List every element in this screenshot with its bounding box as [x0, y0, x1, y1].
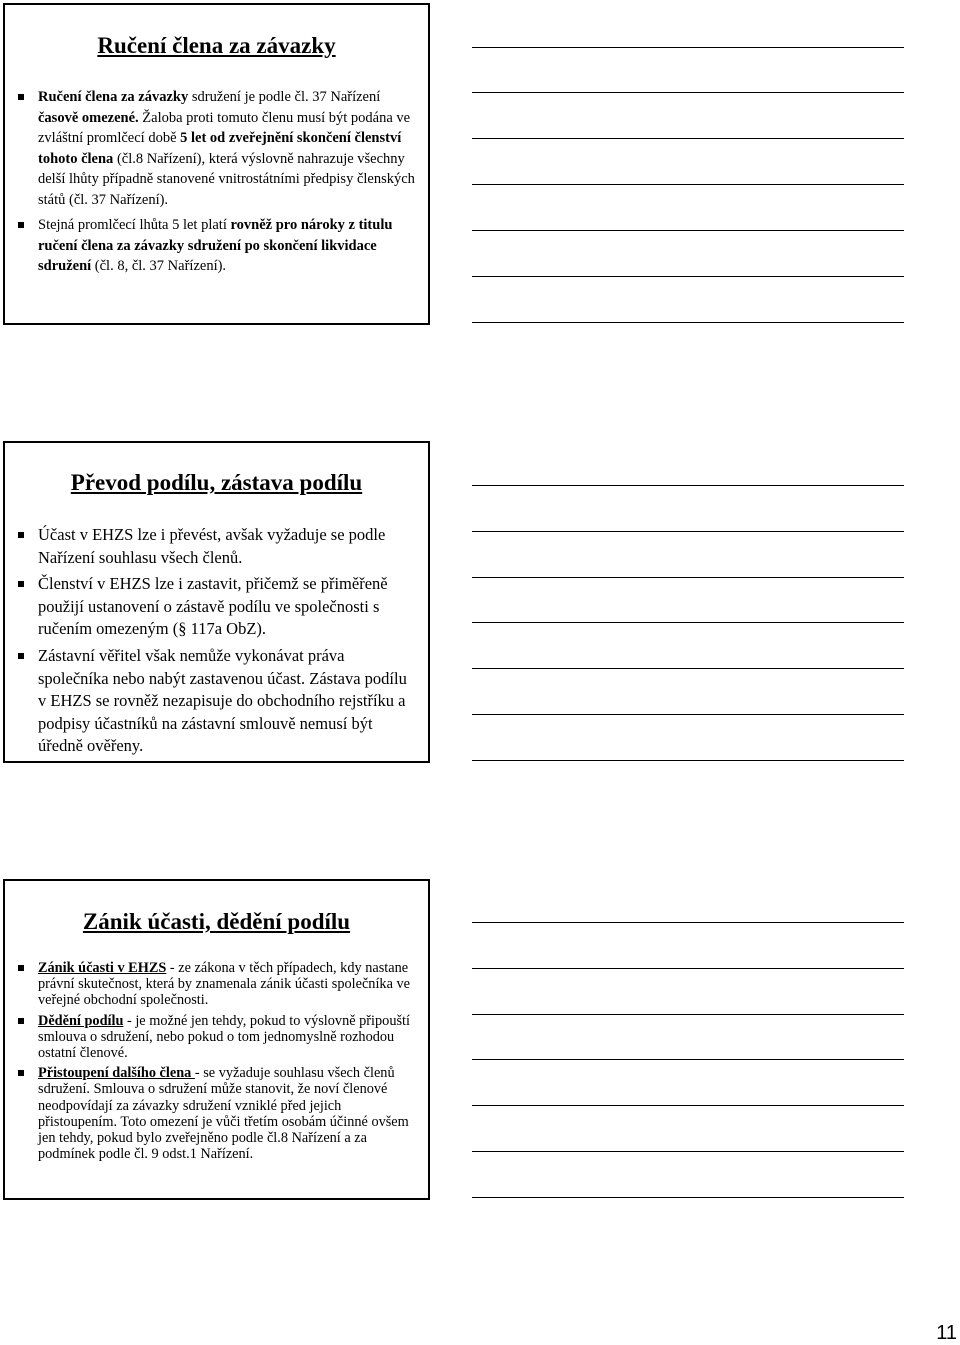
text-run: časově omezené.: [38, 109, 139, 126]
bullet-item: [5, 215, 428, 277]
note-line: [472, 1151, 904, 1152]
note-line: [472, 577, 904, 578]
note-line: [472, 1014, 904, 1015]
text-run: Členství v EHZS lze i zastavit, přičemž se přiměřeně použijí ustanovení o zástavě podílu ve společnosti s ručením omezeným (§ 117a ObZ).: [38, 574, 388, 639]
bullet-item: [5, 645, 428, 758]
note-line: [472, 322, 904, 323]
text-run: Dědění podílu: [38, 1012, 124, 1029]
bullet-text: [38, 217, 392, 274]
note-line: [472, 47, 904, 48]
bullet-text: [38, 960, 410, 1008]
bullet-text: [38, 1065, 409, 1162]
note-line: [472, 760, 904, 761]
bullet-item: [5, 960, 428, 1009]
bullet-text: [38, 1013, 410, 1061]
text-run: - ze zákona v těch případech, kdy nastane právní skutečnost, která by znamenala zánik účasti společníka ve veřejné obchodní společnosti.: [38, 960, 410, 1009]
note-line: [472, 1197, 904, 1198]
bullet-text: [38, 525, 385, 567]
slide-2: [3, 441, 430, 763]
note-line: [472, 184, 904, 185]
slide-title: Ručení člena za závazky: [97, 33, 336, 58]
note-line: [472, 485, 904, 486]
text-run: - se vyžaduje souhlasu všech členů sdružení. Smlouva o sdružení může stanovit, že noví členové neodpovídají za závazky sdružení vzniklé před jejich přistoupením. Toto omezení je vůči třetím osobám účinné ovšem jen tehdy, pokud bylo zveřejněno podle čl.8 Nařízení a za podmínek podle čl. 9 odst.1 Nařízení.: [38, 1065, 409, 1163]
slide-1: [3, 3, 430, 325]
bullet-text: [38, 89, 415, 208]
text-run: Účast v EHZS lze i převést, avšak vyžaduje se podle Nařízení souhlasu všech členů.: [38, 525, 386, 567]
text-run: Zánik účasti v EHZS: [38, 960, 167, 976]
note-line: [472, 138, 904, 139]
bullet-item: [5, 87, 428, 210]
bullet-list: [5, 960, 428, 1162]
note-line: [472, 92, 904, 93]
note-line: [472, 668, 904, 669]
text-run: Přistoupení dalšího člena: [38, 1065, 195, 1082]
text-run: - je možné jen tehdy, pokud to výslovně připouští smlouva o sdružení, nebo pokud o tom jednomyslně rozhodou ostatní členové.: [38, 1012, 410, 1062]
text-run: Zástavní věřitel však nemůže vykonávat práva společníka nebo nabýt zastavenou účast. Zástava podílu v EHZS se rovněž nezapisuje do obchodního rejstříku a podpisy účastníků na zástavní smlouvě nemusí být úředně ověřeny.: [38, 645, 407, 756]
bullet-item: [5, 1065, 428, 1162]
slide-title: Převod podílu, zástava podílu: [70, 470, 363, 495]
note-line: [472, 230, 904, 231]
text-run: Žaloba proti tomuto členu musí být podána ve zvláštní promlčecí době: [38, 109, 411, 146]
bullet-text: [38, 574, 388, 638]
note-line: [472, 531, 904, 532]
bullet-list: [5, 524, 428, 758]
bullet-item: [5, 1013, 428, 1062]
bullet-item: [5, 524, 428, 569]
bullet-text: [38, 646, 407, 755]
text-run: sdružení je podle čl. 37 Nařízení: [188, 89, 381, 105]
note-line: [472, 622, 904, 623]
slide-title: Zánik účasti, dědění podílu: [82, 909, 351, 934]
text-run: Ručení člena za závazky: [38, 89, 189, 105]
note-line: [472, 714, 904, 715]
note-line: [472, 1105, 904, 1106]
slide-3: [3, 879, 430, 1200]
note-line: [472, 276, 904, 277]
text-run: (čl. 8, čl. 37 Nařízení).: [91, 258, 227, 274]
text-run: rovněž pro nároky z titulu ručení člena za závazky sdružení po skončení likvidace sdružení: [38, 217, 393, 274]
page-number: 11: [936, 1322, 957, 1344]
text-run: Stejná promlčecí lhůta 5 let platí: [38, 217, 231, 233]
bullet-item: [5, 573, 428, 641]
note-line: [472, 922, 904, 923]
text-run: 5 let od zveřejnění skončení členství tohoto člena: [38, 130, 402, 167]
note-line: [472, 968, 904, 969]
note-line: [472, 1059, 904, 1060]
text-run: (čl.8 Nařízení), která výslovně nahrazuje všechny delší lhůty případně stanovené vnitrostátními předpisy členských států (čl. 37 Nařízení).: [38, 150, 415, 208]
bullet-list: [5, 87, 428, 277]
